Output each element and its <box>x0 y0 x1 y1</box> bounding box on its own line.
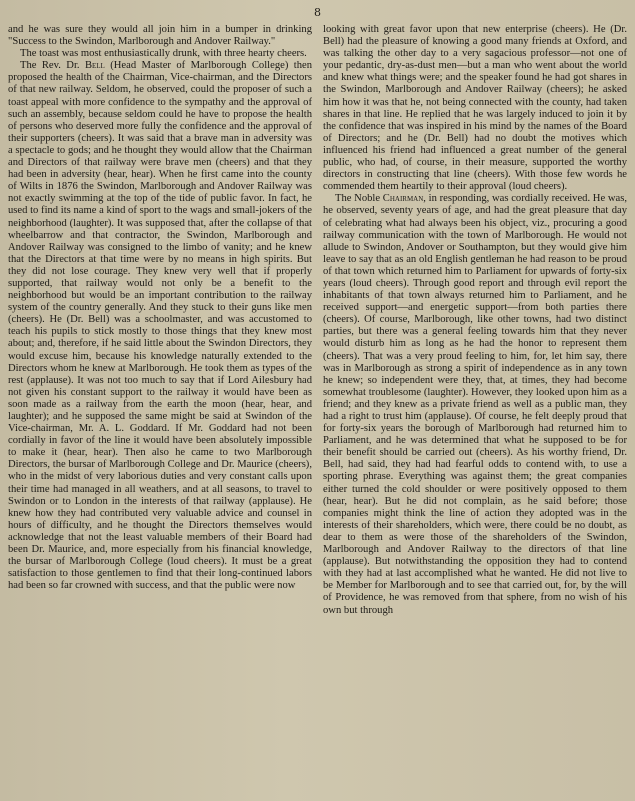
speaker-lead: The Noble <box>335 193 383 205</box>
page-number: 8 <box>314 6 321 19</box>
text-columns <box>8 24 627 801</box>
speaker-name: Bell <box>84 60 105 72</box>
left-paragraph <box>8 24 312 48</box>
paragraph-text: (Head Master of Marlborough College) then proposed the health of the Chairman, Vice-chairman, and the Directors of that new railway. Seldom, he observed, could the proposer of such a toast appeal with more confidence to the sympathy and the approval of such an assembly, because seldom could he have to propose the health of persons who deserved more fully the confidence and the approval of their supporters (cheers). It was said that a brave man in adversity was a spectacle to gods; and he thought they would allow that the Chairman and Directors of that railway were brave men (cheers) and that they had been in adversity (hear, hear). When he first came into the county of Wilts in 1876 the Swindon, Marlborough and Andover Railway was not exactly swimming at the top of the tide of public favor. In fact, he used to find its name a kind of sport to the wags and small-jokers of the neighborhood (laughter). It was supposed that, after the collapse of that wheelbarrow and that contractor, the Swindon, Marlborough and Andover Railway was consigned to the limbo of vanity; and he knew that the Directors at that time were by no means in high spirits. But they did not lose courage. They knew very well that if properly supported, that railway would not only be a benefit to the neighborhood but would be an important contribution to the railway system of the country generally. And they stuck to their guns like men (cheers). He (Dr. Bell) was a schoolmaster, and was accustomed to teach his pupils to stick mostly to those things that they knew most about; and, therefore, if he said little about the Swindon Directors, they would excuse him, because his knowledge naturally extended to the Directors whom he knew at Marlborough. He took them as types of the rest (applause). It was not too much to say that if Lord Ailesbury had not given his constant support to the railway it would have been as soon made as a railway from the earth the moon (hear, hear, and laughter); and he supposed the same might be said at Swindon of the Vice-chairman, Mr. A. L. Goddard. If Mr. Goddard had not been cordially in favor of the line it would have been absolutely impossible to make it (hear, hear). Then also he came to two Marlborough Directors, the bursar of Marlborough College and Dr. Maurice (cheers), who in the midst of very laborious duties and very constant calls upon their time had managed in all weathers, and at all seasons, to travel to Swindon or to London in the interests of that railway (applause). He knew how they had contributed very valuable advice and counsel in hours of difficulty, and he thought the Directors themselves would acknowledge that not the least valuable members of their Board had been Dr. Maurice, and, more especially from his financial knowledge, the bursar of Marlborough College (loud cheers). It must be a great satisfaction to those gentlemen to find that their long-continued labors had been so far crowned with success, and that the public were now <box>8 60 312 592</box>
left-paragraph <box>8 48 312 60</box>
left-column <box>8 24 312 801</box>
right-paragraph <box>323 24 627 193</box>
right-column <box>323 24 627 801</box>
left-paragraph <box>8 60 312 592</box>
paragraph-text: looking with great favor upon that new enterprise (cheers). He (Dr. Bell) had the pleasure of knowing a good many friends at Oxford, and was talking the other day to a very sagacious professor—not one of your pedantic, dry-as-dust men—but a man who went about the world and knew what things were; and the speaker found he had got shares in the Swindon, Marlborough and Andover Railway (cheers); he asked him how it was that he, not being connected with the county, had taken shares in that line. He replied that he was largely induced to join it by the confidence that was inspired in his mind by the names of the Board of Directors; and he (Dr. Bell) had no doubt the motives which influenced his friend had influenced a great number of the general public, who had, of course, in their measure, supported the worthy directors in constructing that line (cheers). With those few words he commended them heartily to their approval (loud cheers). <box>323 24 627 193</box>
speaker-name: Chairman <box>382 193 424 205</box>
paragraph-text: The toast was most enthusiastically drunk, with three hearty cheers. <box>20 48 307 60</box>
paragraph-text: , in responding, was cordially received. He was, he observed, seventy years of age, and had the great pleasure that day of celebrating what had always been his object, viz., procuring a good railway communication with the town of Marlborough. He would not allude to Swindon, Andover or Southampton, but they would give him leave to say that as an old English gentleman he had reason to be proud of that town which returned him to Parliament for upwards of forty-six years (loud cheers). Through good report and through evil report the inhabitants of that town always returned him to Parliament, and he received support—and energetic support—from both parties there (cheers). Of course, Marlborough, like other towns, had two distinct parties, but there was a general feeling towards him that they never would disturb him as long as he had the honor to represent them (cheers). That was a very proud feeling to him, for, let him say, there was in Marlborough as strong a spirit of independence as in any town he knew; so independent were they, that, at times, they had become somewhat troublesome (laughter). However, they looked upon him as a friend; and they knew as a private friend as well as a public man, they had a right to trust him (applause). Of course, he felt deeply proud that for forty-six years the borough of Marlborough had returned him to Parliament, and he was determined that what he supposed to be for their benefit should be carried out (cheers). As his worthy friend, Dr. Bell, had said, they had had fearful odds to contend with, to use a sporting phrase. Everything was against them; the great companies either turned the cold shoulder or were positively opposed to them (hear, hear). But he did not complain, as he said before; those companies might think the line of action they adopted was in the interests of their shareholders, which were, there could be no doubt, as dear to them as were those of the shareholders of the Swindon, Marlborough and Andover Railway to the directors of that line (applause). But notwithstanding the opposition they had to contend with they had at last accomplished what he wanted. He did not live to be Member for Marlborough and to see that carried out, for, by the will of Providence, he was removed from that sphere, from no wish of his own but through <box>323 193 627 616</box>
paragraph-text: and he was sure they would all join him in a bumper in drinking "Success to the Swindon, Marlborough and Andover Railway." <box>8 24 312 48</box>
speaker-lead: The Rev. Dr. <box>20 60 85 72</box>
right-paragraph <box>323 193 627 616</box>
